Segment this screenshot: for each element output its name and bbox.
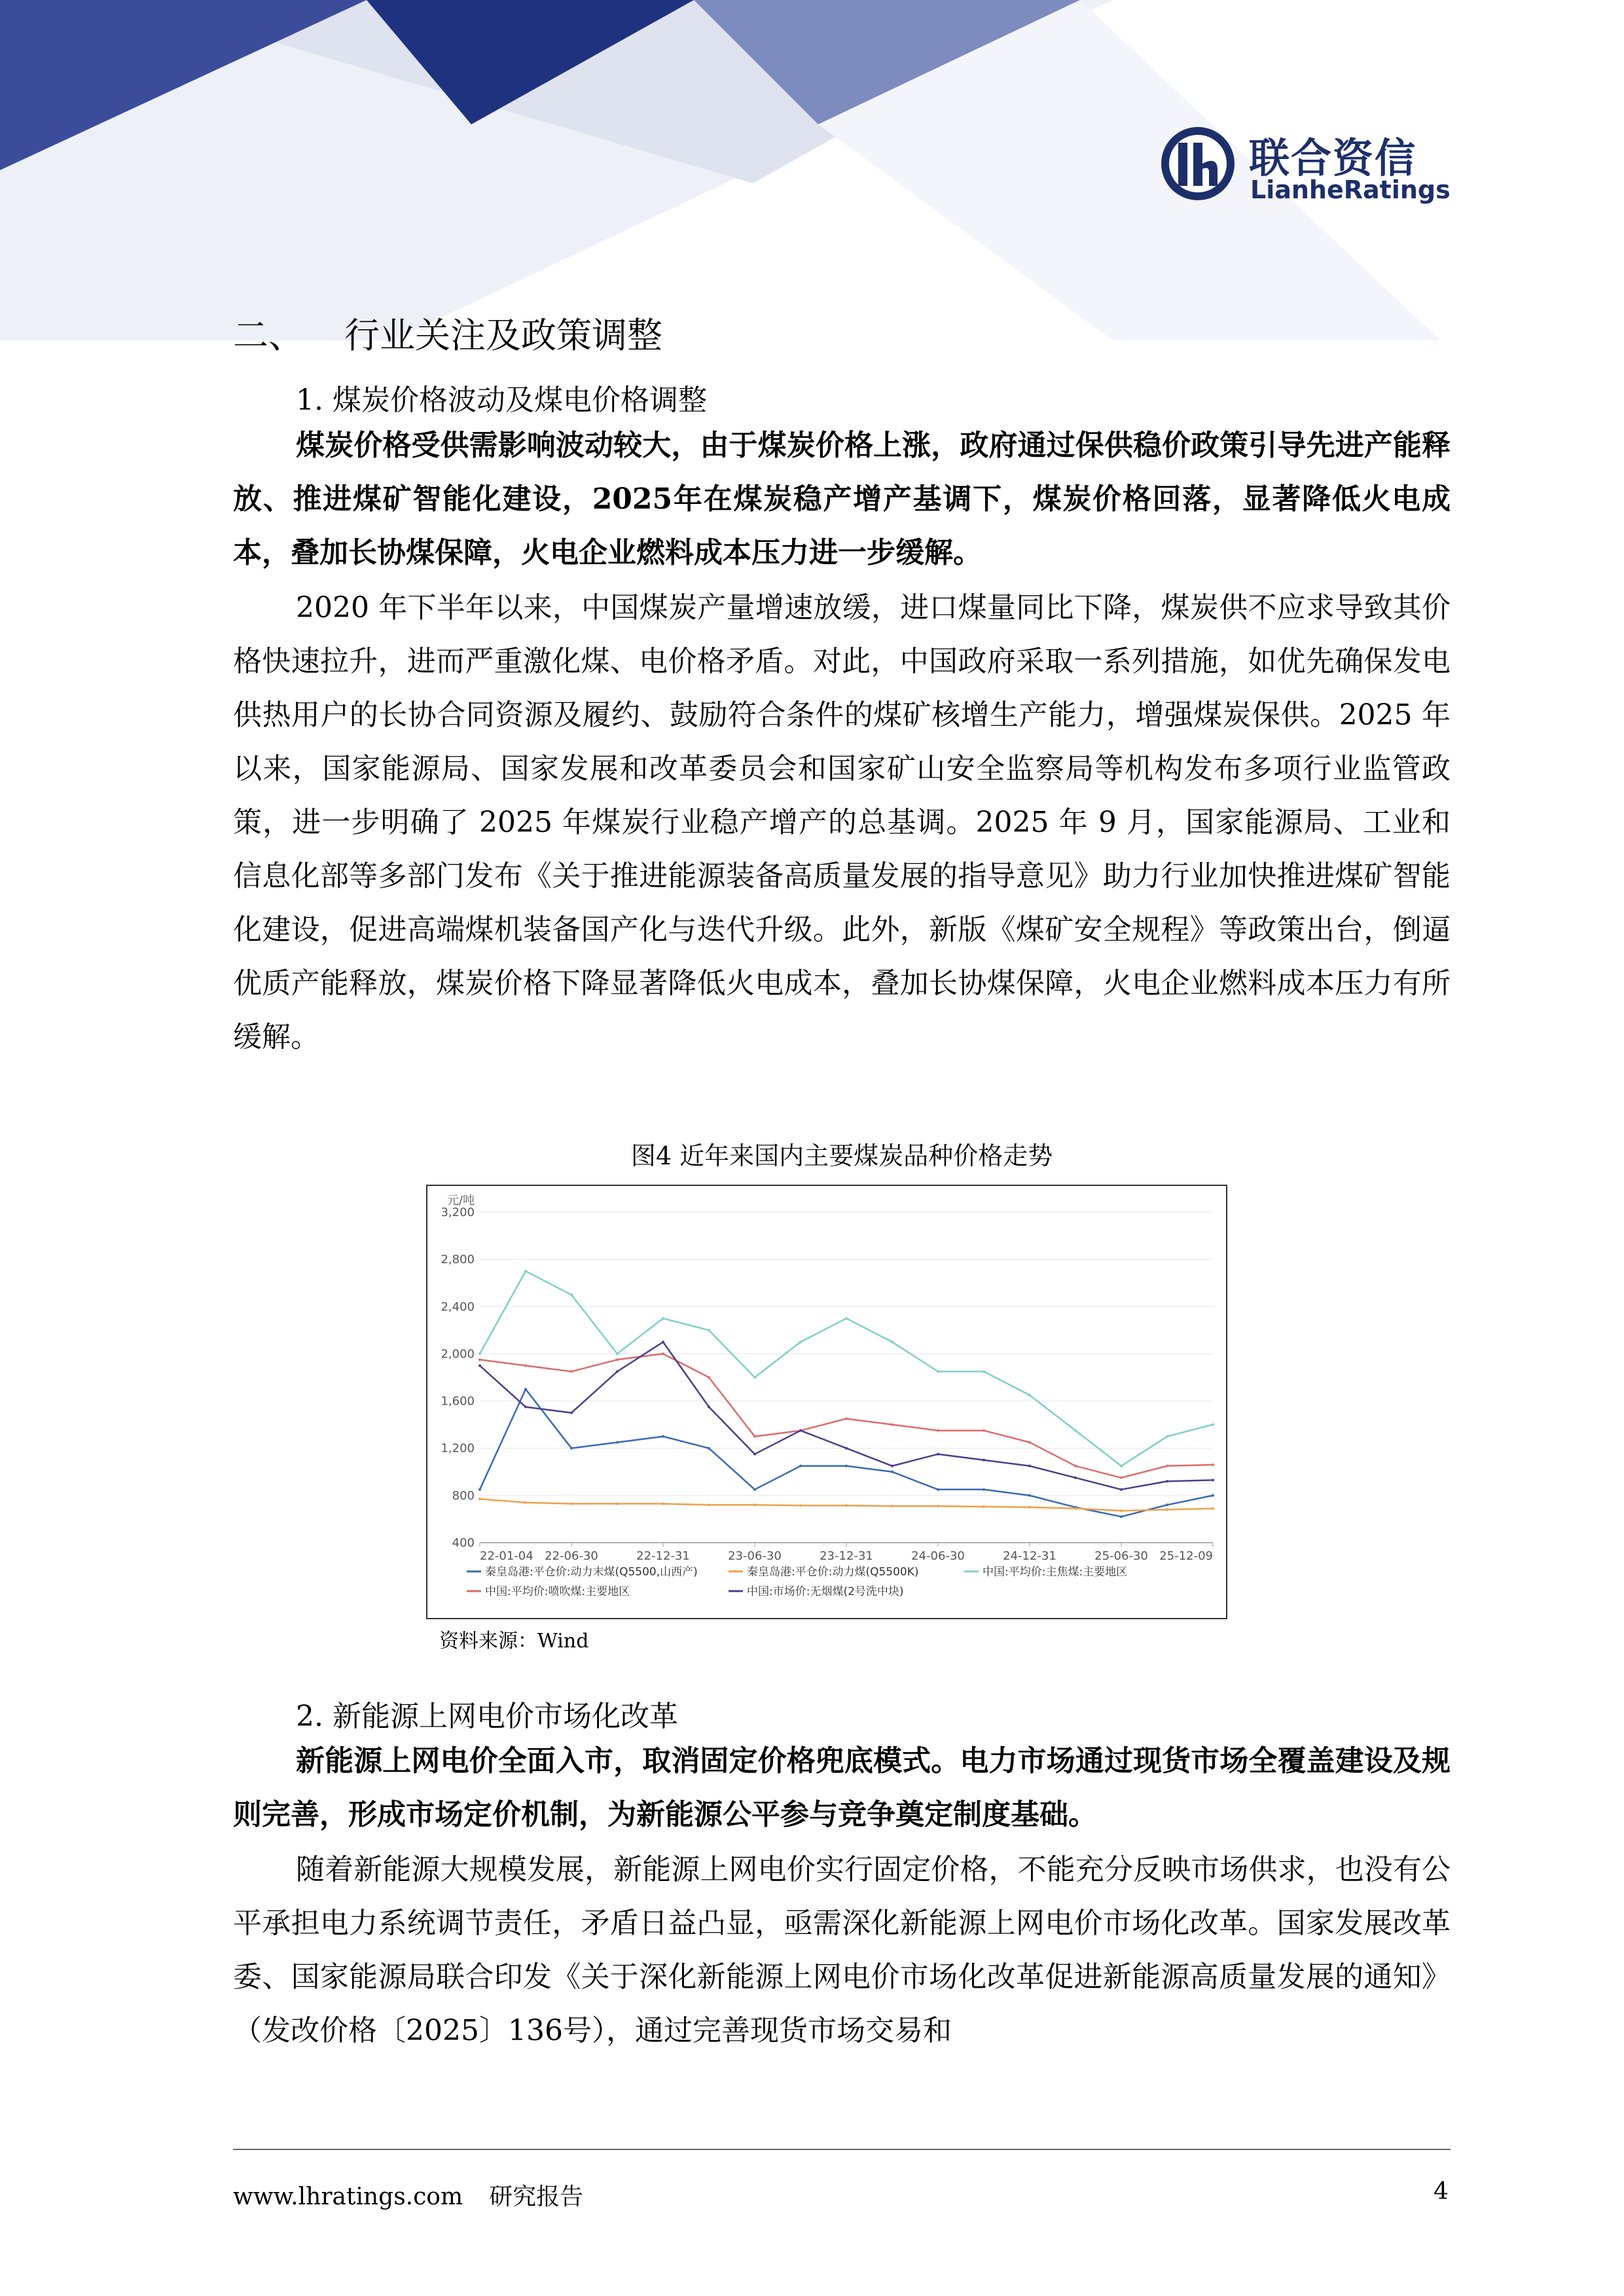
data-point	[662, 1352, 664, 1355]
data-point	[570, 1447, 573, 1450]
subsection-2-body: 随着新能源大规模发展，新能源上网电价实行固定价格，不能充分反映市场供求，也没有公平承担电力系统调节责任，矛盾日益凸显，亟需深化新能源上网电价市场化改革。国家发展改革委、国家能源局联合印发《关于深化新能源上网电价市场化改革促进新能源高质量发展的通知》（发改价格〔2025〕136号），通过完善现货市场交易和	[233, 1853, 1451, 2047]
subsection-1-body: 2020 年下半年以来，中国煤炭产量增速放缓，进口煤量同比下降，煤炭供不应求导致其价格快速拉升，进而严重激化煤、电价格矛盾。对此，中国政府采取一系列措施，如优先确保发电供热用户的长协合同资源及履约、鼓励符合条件的煤矿核增生产能力，增强煤炭保供。2025 年以来，国家能源局、国家发展和改革委员会和国家矿山安全监察局等机构发布多项行业监管政策，进一步明确了 2025 年煤炭行业稳产增产的总基调。2025 年 9 月，国家能源局、工业和信息化部等多部门发布《关于推进能源装备高质量发展的指导意见》助力行业加快推进煤矿智能化建设，促进高端煤机装备国产化与迭代升级。此外，新版《煤矿安全规程》等政策出台，倒逼优质产能释放，煤炭价格下降显著降低火电成本，叠加长协煤保障，火电企业燃料成本压力有所缓解。	[233, 591, 1451, 1054]
data-point	[937, 1505, 939, 1507]
data-point	[662, 1435, 664, 1438]
data-point	[891, 1505, 893, 1507]
x-tick-label: 24-06-30	[911, 1549, 965, 1563]
data-point	[1074, 1465, 1077, 1467]
data-point	[983, 1429, 985, 1432]
footer-left	[233, 2178, 583, 2212]
lianhe-logo-icon	[1159, 124, 1237, 203]
y-tick-label: 1,200	[441, 1441, 475, 1456]
data-point	[524, 1406, 527, 1408]
data-point	[937, 1453, 939, 1456]
x-tick-label: 22-01-04	[480, 1549, 533, 1563]
series-line-0	[480, 1390, 1213, 1517]
figure-title: 图4 近年来国内主要煤炭品种价格走势	[630, 1141, 1053, 1170]
data-point	[1166, 1509, 1168, 1511]
data-point	[616, 1358, 619, 1361]
data-point	[616, 1352, 619, 1355]
data-point	[891, 1340, 893, 1343]
data-point	[1120, 1515, 1123, 1518]
data-point	[524, 1270, 527, 1272]
data-point	[1120, 1488, 1123, 1491]
data-point	[1212, 1463, 1214, 1466]
data-point	[662, 1317, 664, 1319]
legend-label: 秦皇岛港:平仓价:动力末煤(Q5500,山西产)	[485, 1566, 698, 1579]
data-point	[1028, 1506, 1031, 1509]
data-point	[478, 1498, 481, 1500]
data-point	[1120, 1477, 1123, 1479]
series-line-2	[480, 1271, 1213, 1466]
data-point	[1212, 1424, 1214, 1426]
logo-chinese-name: 联合资信	[1249, 134, 1417, 182]
data-point	[1212, 1479, 1214, 1481]
data-point	[478, 1352, 481, 1355]
data-point	[799, 1465, 802, 1467]
data-point	[1074, 1477, 1077, 1479]
data-point	[1212, 1494, 1214, 1497]
series-line-3	[480, 1354, 1213, 1477]
x-tick-label: 23-06-30	[728, 1549, 782, 1563]
data-point	[983, 1505, 985, 1508]
data-point	[1166, 1465, 1168, 1467]
data-point	[616, 1441, 619, 1444]
data-point	[937, 1370, 939, 1372]
data-point	[845, 1504, 848, 1507]
y-tick-label: 2,800	[441, 1253, 475, 1267]
subsection-1-heading: 1. 煤炭价格波动及煤电价格调整	[296, 384, 707, 417]
company-logo	[1159, 124, 1451, 209]
x-tick-label: 25-06-30	[1094, 1549, 1148, 1563]
data-point	[753, 1376, 756, 1379]
data-point	[1074, 1507, 1077, 1510]
y-tick-label: 2,400	[441, 1300, 475, 1314]
x-tick-label: 23-12-31	[820, 1549, 873, 1563]
data-point	[799, 1504, 802, 1507]
data-point	[524, 1388, 527, 1391]
chart-svg	[427, 1186, 1226, 1618]
data-point	[570, 1412, 573, 1414]
legend-label: 中国:市场价:无烟煤(2号洗中块)	[747, 1585, 904, 1598]
data-point	[708, 1376, 710, 1379]
data-point	[570, 1370, 573, 1372]
y-tick-label: 2,000	[441, 1347, 475, 1361]
data-point	[570, 1293, 573, 1296]
footer-divider	[233, 2149, 1451, 2150]
data-point	[662, 1340, 664, 1343]
data-point	[937, 1429, 939, 1432]
data-point	[708, 1329, 710, 1331]
data-point	[1166, 1435, 1168, 1438]
footer-doc-type: 研究报告	[489, 2183, 584, 2210]
coal-price-chart	[426, 1185, 1227, 1619]
data-point	[937, 1488, 939, 1491]
data-point	[1120, 1509, 1123, 1512]
data-point	[478, 1488, 481, 1491]
legend-label: 中国:平均价:喷吹煤:主要地区	[485, 1585, 630, 1598]
data-point	[708, 1503, 710, 1506]
x-tick-label: 22-06-30	[545, 1549, 598, 1563]
data-point	[799, 1429, 802, 1432]
data-point	[845, 1465, 848, 1467]
section-heading	[233, 308, 662, 358]
data-point	[753, 1453, 756, 1456]
data-point	[524, 1501, 527, 1504]
section-number: 二、	[233, 315, 304, 356]
y-tick-label: 800	[452, 1488, 475, 1503]
page-number: 4	[1434, 2178, 1449, 2205]
data-point	[753, 1503, 756, 1506]
data-point	[708, 1447, 710, 1450]
subsection-2-heading: 2. 新能源上网电价市场化改革	[296, 1700, 678, 1733]
data-point	[1028, 1394, 1031, 1397]
y-tick-label: 400	[452, 1536, 475, 1550]
data-point	[524, 1364, 527, 1367]
x-tick-label: 24-12-31	[1003, 1549, 1056, 1563]
data-point	[1074, 1429, 1077, 1432]
data-point	[845, 1418, 848, 1420]
series-line-4	[480, 1342, 1213, 1489]
data-point	[1166, 1503, 1168, 1506]
data-point	[478, 1364, 481, 1367]
data-point	[753, 1488, 756, 1491]
logo-english-name: LianheRatings	[1250, 175, 1451, 204]
data-point	[1028, 1465, 1031, 1467]
data-point	[1028, 1494, 1031, 1497]
x-tick-label: 22-12-31	[636, 1549, 690, 1563]
data-point	[1166, 1480, 1168, 1482]
y-tick-label: 3,200	[441, 1206, 475, 1219]
data-point	[1028, 1441, 1031, 1444]
legend-label: 秦皇岛港:平仓价:动力煤(Q5500K)	[747, 1566, 919, 1579]
subsection-2-summary: 新能源上网电价全面入市，取消固定价格兜底模式。电力市场通过现货市场全覆盖建设及规则完善，形成市场定价机制，为新能源公平参与竞争奠定制度基础。	[233, 1744, 1451, 1831]
y-axis-unit-label: 元/吨	[447, 1194, 475, 1208]
data-point	[845, 1317, 848, 1319]
data-point	[570, 1502, 573, 1505]
data-point	[1212, 1507, 1214, 1510]
y-tick-label: 1,600	[441, 1394, 475, 1408]
data-point	[753, 1435, 756, 1438]
footer-website-link[interactable]: www.lhratings.com	[233, 2183, 463, 2210]
figure-source: 资料来源：Wind	[439, 1630, 589, 1653]
section-title: 行业关注及政策调整	[344, 315, 662, 356]
data-point	[616, 1502, 619, 1505]
data-point	[662, 1502, 664, 1505]
data-point	[1120, 1465, 1123, 1467]
subsection-1-summary: 煤炭价格受供需影响波动较大，由于煤炭价格上涨，政府通过保供稳价政策引导先进产能释放、推进煤矿智能化建设，2025年在煤炭稳产增产基调下，煤炭价格回落，显著降低火电成本，叠加长协煤保障，火电企业燃料成本压力进一步缓解。	[233, 429, 1451, 569]
data-point	[891, 1471, 893, 1473]
data-point	[708, 1406, 710, 1408]
x-tick-label: 25-12-09	[1159, 1549, 1213, 1563]
data-point	[616, 1370, 619, 1372]
data-point	[983, 1370, 985, 1372]
data-point	[983, 1459, 985, 1462]
data-point	[845, 1447, 848, 1450]
data-point	[891, 1424, 893, 1426]
data-point	[799, 1340, 802, 1343]
data-point	[478, 1358, 481, 1361]
data-point	[891, 1465, 893, 1467]
legend-label: 中国:平均价:主焦煤:主要地区	[983, 1566, 1128, 1579]
data-point	[983, 1488, 985, 1491]
